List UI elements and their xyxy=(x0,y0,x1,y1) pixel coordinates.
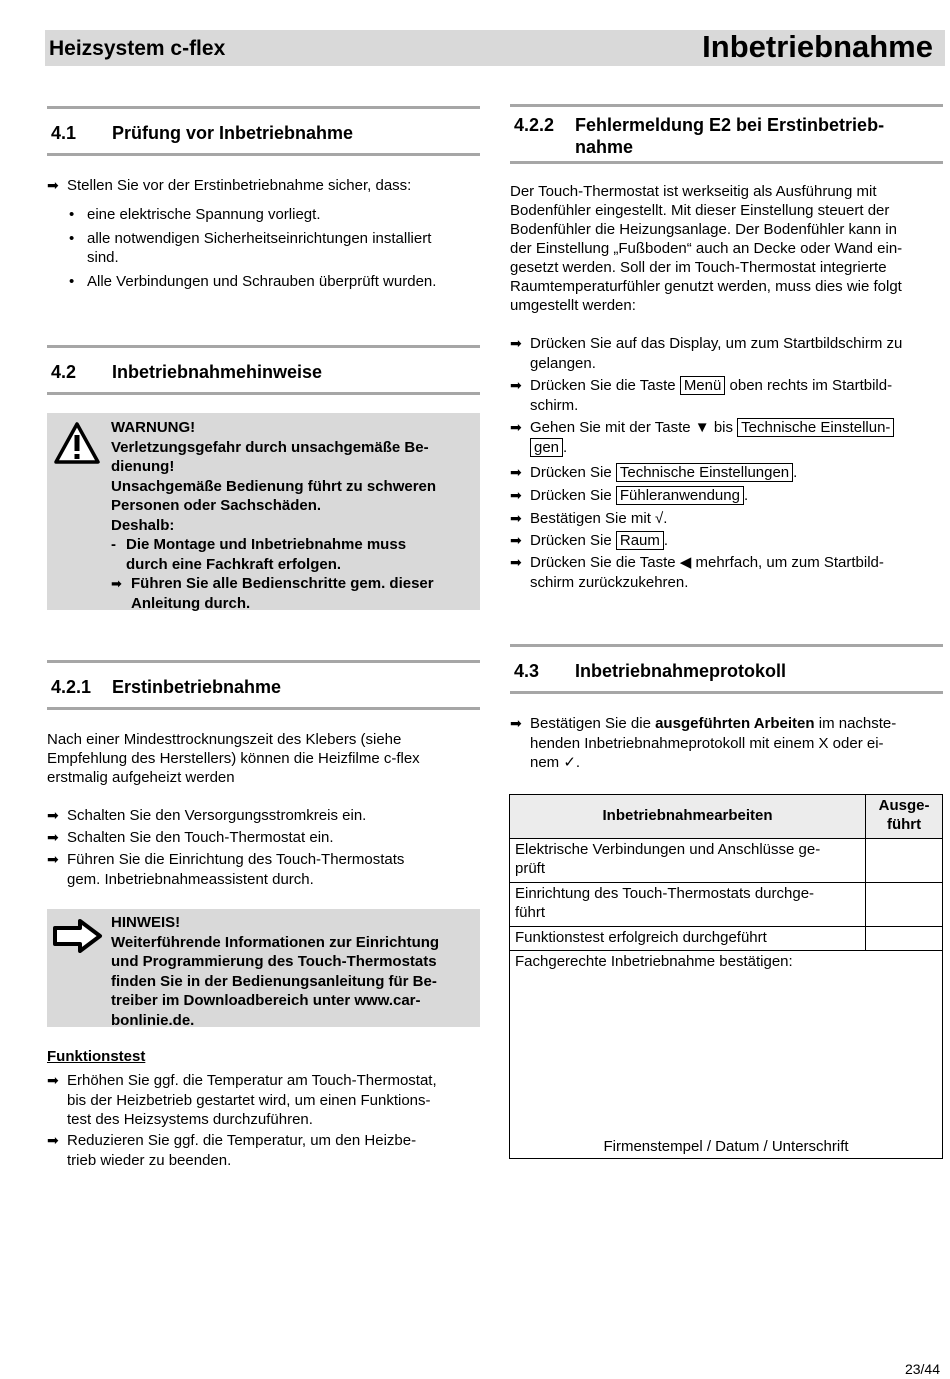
warning-arrow-item: ➡ Führen Sie alle Bedienschritte gem. dieser Anleitung durch. xyxy=(111,575,434,612)
page-header xyxy=(45,30,945,66)
signature-label: Firmenstempel / Datum / Unterschrift xyxy=(603,1137,849,1155)
list-item: • alle notwendigen Sicherheitseinrichtungen installiert xyxy=(69,230,432,247)
arrow-right-icon: ➡ xyxy=(510,419,522,435)
arrow-right-icon: ➡ xyxy=(111,576,122,591)
section-title: Inbetriebnahmehinweise xyxy=(112,362,323,382)
subsection-title: Funktionstest xyxy=(47,1048,146,1065)
arrow-step: ➡ Reduzieren Sie ggf. die Temperatur, um den Heizbe- trieb wieder zu beenden. xyxy=(47,1132,417,1169)
header-section: Inbetriebnahme xyxy=(702,29,933,64)
arrow-right-icon: ➡ xyxy=(510,532,522,548)
arrow-right-icon: ➡ xyxy=(510,464,522,480)
arrow-step: ➡ Bestätigen Sie die ausgeführten Arbeiten im nachste- henden Inbetriebnahmeprotokoll mit einem X oder ei- nem ✓. xyxy=(510,715,897,771)
paragraph: Nach einer Mindesttrocknungszeit des Klebers (siehe Empfehlung des Herstellers) können die Heizfilme c-flex erstmalig aufgeheizt werden xyxy=(47,731,420,786)
page-number: 23/44 xyxy=(904,1361,940,1377)
arrow-step: ➡ Drücken Sie die Taste Menü oben rechts im Startbild- schirm. xyxy=(510,377,893,414)
arrow-step: ➡ Führen Sie die Einrichtung des Touch-Thermostats gem. Inbetriebnahmeassistent durch. xyxy=(47,851,405,888)
checkbox-cell[interactable] xyxy=(866,839,943,883)
section-heading-4-3 xyxy=(510,644,943,694)
paragraph: Der Touch-Thermostat ist werkseitig als Ausführung mit Bodenfühler eingestellt. Mit dieser Einstellung steuert der Bodenfühler die Heizungsanlage. Der Bodenfühler kann in der Einstellung „Fußboden“ auch an Decke oder Wand ein- gesetzt werden. Soll der im Touch-Thermostat integrierte Raumtemperaturfühler genutzt werden, muss dies wie folgt umgestellt werden: xyxy=(510,183,903,314)
arrow-right-icon: ➡ xyxy=(510,377,522,393)
arrow-step: ➡ Gehen Sie mit der Taste ▼ bis Technische Einstellun- gen . xyxy=(510,418,894,457)
arrow-step: ➡ Stellen Sie vor der Erstinbetriebnahme sicher, dass: xyxy=(47,177,412,194)
arrow-step: ➡ Schalten Sie den Versorgungsstromkreis ein. xyxy=(47,807,367,824)
arrow-right-icon: ➡ xyxy=(510,335,522,351)
section-title-continuation: nahme xyxy=(575,137,634,157)
warning-box xyxy=(47,413,480,610)
warning-dash-item: - Die Montage und Inbetriebnahme muss durch eine Fachkraft erfolgen. xyxy=(111,536,407,573)
key-room: Raum xyxy=(616,531,664,550)
section-heading-4-2 xyxy=(47,345,480,395)
arrow-right-icon: ➡ xyxy=(510,487,522,503)
key-technical-settings: Technische Einstellun- xyxy=(737,418,894,437)
arrow-right-icon: ➡ xyxy=(47,829,59,845)
key-menu: Menü xyxy=(680,376,726,395)
arrow-step: ➡ Schalten Sie den Touch-Thermostat ein. xyxy=(47,829,334,846)
section-number: 4.1 xyxy=(51,123,77,143)
bullet-icon: • xyxy=(69,230,75,247)
arrow-right-icon: ➡ xyxy=(47,1072,59,1088)
key-technical-settings: Technische Einstellungen xyxy=(616,463,793,482)
signature-row xyxy=(510,951,943,1159)
section-title: Prüfung vor Inbetriebnahme xyxy=(112,123,354,143)
section-title: Fehlermeldung E2 bei Erstinbetrieb- xyxy=(575,115,885,135)
arrow-right-icon: ➡ xyxy=(510,510,522,526)
table-header-done: Ausge- führt xyxy=(866,795,943,839)
list-item-continuation: sind. xyxy=(87,249,119,266)
arrow-step: ➡ Erhöhen Sie ggf. die Temperatur am Touch-Thermostat, bis der Heizbetrieb gestartet wird, um einen Funktions- test des Heizsystems durchzuführen. xyxy=(47,1072,437,1128)
section-heading-4-1 xyxy=(47,106,480,156)
section-heading-4-2-1 xyxy=(47,660,480,710)
checkbox-cell[interactable] xyxy=(866,927,943,951)
arrow-step: ➡ Drücken Sie Raum . xyxy=(510,532,669,549)
table-header-work: Inbetriebnahmearbeiten xyxy=(510,795,866,839)
arrow-step: ➡ Drücken Sie die Taste ◀ mehrfach, um zum Startbild- schirm zurückzukehren. xyxy=(510,554,884,591)
arrow-right-icon: ➡ xyxy=(47,177,59,193)
section-number: 4.2.1 xyxy=(51,677,92,697)
section-number: 4.2.2 xyxy=(514,115,555,135)
key-sensor-application: Fühleranwendung xyxy=(616,486,744,505)
section-number: 4.3 xyxy=(514,661,540,681)
checkbox-cell[interactable] xyxy=(866,883,943,927)
protocol-table xyxy=(509,794,943,1159)
hint-box xyxy=(47,909,480,1027)
section-number: 4.2 xyxy=(51,362,77,382)
table-row: Funktionstest erfolgreich durchgeführt xyxy=(510,927,943,951)
warning-text: WARNUNG! Verletzungsgefahr durch unsachgemäße Be- dienung! Unsachgemäße Bedienung führt zu schweren Personen oder Sachschäden. Deshalb: - Die Montage und Inbetriebnahme muss durch eine Fachkraft erfolgen. ➡ Führen Sie alle Bedienschritte gem. dieser Anleitung durch. xyxy=(111,418,471,613)
list-item: • Alle Verbindungen und Schrauben überprüft wurden. xyxy=(69,273,437,290)
section-title: Inbetriebnahmeprotokoll xyxy=(575,661,787,681)
arrow-step: ➡ Drücken Sie Technische Einstellungen . xyxy=(510,464,798,481)
signature-cell[interactable]: Fachgerechte Inbetriebnahme bestätigen: Firmenstempel / Datum / Unterschrift xyxy=(510,951,943,1159)
table-row: Elektrische Verbindungen und Anschlüsse ge- prüft xyxy=(510,839,943,883)
section-title: Erstinbetriebnahme xyxy=(112,677,282,697)
arrow-right-icon: ➡ xyxy=(510,715,522,731)
hint-arrow-icon xyxy=(53,919,103,953)
arrow-step: ➡ Drücken Sie auf das Display, um zum Startbildschirm zu gelangen. xyxy=(510,335,903,372)
header-title: Heizsystem c-flex xyxy=(49,37,226,60)
bullet-icon: • xyxy=(69,273,75,290)
warning-triangle-icon xyxy=(53,421,101,465)
arrow-right-icon: ➡ xyxy=(47,1132,59,1148)
key-technical-settings-continuation: gen xyxy=(530,438,563,457)
hint-text: HINWEIS! Weiterführende Informationen zur Einrichtung und Programmierung des Touch-Thermostats finden Sie in der Bedienungsanleitung für Be- treiber im Downloadbereich unter www.car- bonlinie.de. xyxy=(111,914,440,1029)
list-item: • eine elektrische Spannung vorliegt. xyxy=(69,206,321,223)
bullet-icon: • xyxy=(69,206,75,223)
arrow-step: ➡ Bestätigen Sie mit √. xyxy=(510,510,668,527)
arrow-right-icon: ➡ xyxy=(510,554,522,570)
arrow-right-icon: ➡ xyxy=(47,851,59,867)
table-row: Einrichtung des Touch-Thermostats durchge- führt xyxy=(510,883,943,927)
arrow-right-icon: ➡ xyxy=(47,807,59,823)
arrow-step: ➡ Drücken Sie Fühleranwendung . xyxy=(510,487,749,504)
section-heading-4-2-2 xyxy=(510,104,943,164)
